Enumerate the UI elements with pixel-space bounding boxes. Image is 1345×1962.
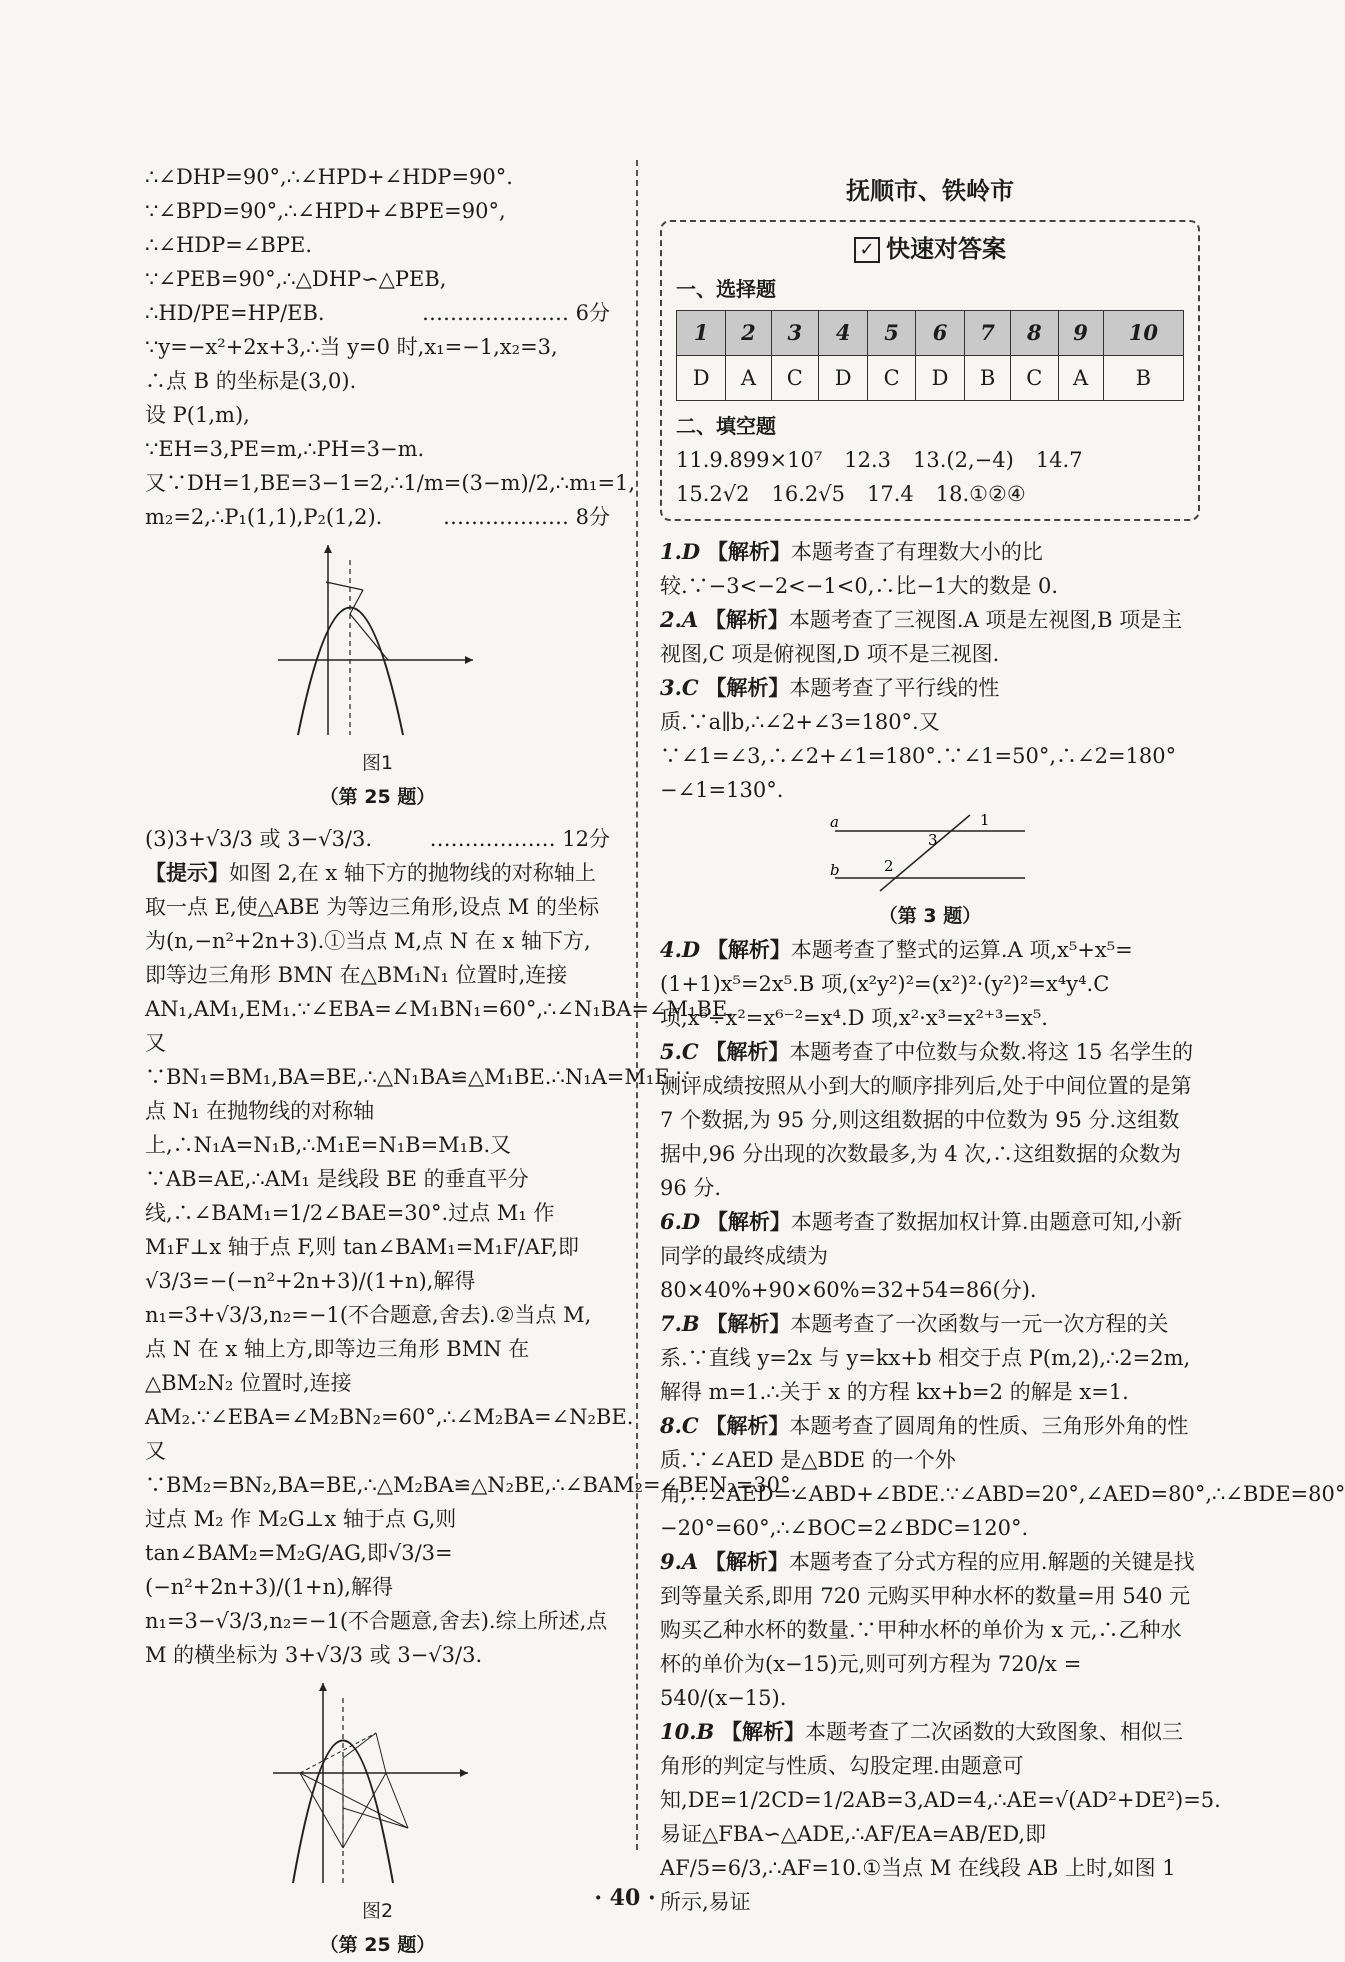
table-cell: 6 xyxy=(915,311,964,356)
table-cell: 4 xyxy=(819,311,868,356)
svg-text:2: 2 xyxy=(884,857,894,875)
hint-paragraph xyxy=(145,856,798,1672)
table-cell: 7 xyxy=(965,311,1011,356)
svg-text:b: b xyxy=(830,861,840,879)
table-cell: B xyxy=(965,356,1011,401)
figure-3-caption: （第 3 题） xyxy=(878,905,982,927)
points-result: m₂=2,∴P₁(1,1),P₂(1,2). xyxy=(145,505,383,529)
table-cell: 8 xyxy=(1011,311,1058,356)
figure-1-parabola xyxy=(268,540,488,740)
text-line: ∴点 B 的坐标是(3,0). xyxy=(145,369,357,393)
page-number: · 40 · xyxy=(594,1885,656,1911)
right-column xyxy=(660,160,1345,1919)
figure-1-caption: （第 25 题） xyxy=(319,786,436,808)
table-cell: 5 xyxy=(868,311,915,356)
text-line: ∵∠PEB=90°,∴△DHP∽△PEB, xyxy=(145,267,447,291)
text-line xyxy=(145,500,610,534)
table-cell: D xyxy=(677,356,726,401)
answer-box-title: ✓ 快速对答案 xyxy=(676,232,1184,266)
table-row xyxy=(677,356,1184,401)
fill-answers-row-2: 15.2√2 16.2√5 17.4 18.①②④ xyxy=(676,482,1026,506)
part-3-answer: (3)3+√3/3 或 3−√3/3. ……………… 12分 xyxy=(145,822,610,856)
text-line: 又∵DH=1,BE=3−1=2,∴1/m=(3−m)/2,∴m₁=1, xyxy=(145,471,636,495)
score-6: ………………… 6分 xyxy=(421,301,610,325)
section-choice-heading: 一、选择题 xyxy=(676,277,776,301)
solution-1: 1.D 【解析】本题考查了有理数大小的比较.∵−3<−2<−1<0,∴比−1大的数是 0. xyxy=(660,539,1059,598)
text-line xyxy=(145,296,610,330)
choice-answer-table xyxy=(676,310,1184,401)
solution-5: 5.C 【解析】本题考查了中位数与众数.将这 15 名学生的测评成绩按照从小到大的顺序排列后,处于中间位置的是第 7 个数据,为 95 分,则这组数据的中位数为 95 分.这组数据中,96 分出现的次数最多,为 4 次,∴这组数据的众数为 96 分. xyxy=(660,1039,1194,1200)
solution-7: 7.B 【解析】本题考查了一次函数与一元一次方程的关系.∵直线 y=2x 与 y=kx+b 相交于点 P(m,2),∴2=2m,解得 m=1.∴关于 x 的方程 kx+b=2 的解是 x=1. xyxy=(660,1311,1191,1404)
solution-6: 6.D 【解析】本题考查了数据加权计算.由题意可知,小新同学的最终成绩为 80×40%+90×60%=32+54=86(分). xyxy=(660,1209,1183,1302)
table-cell: A xyxy=(1058,356,1103,401)
table-cell: 9 xyxy=(1058,311,1103,356)
quick-answer-box xyxy=(660,220,1200,521)
text-line: ∴∠DHP=90°,∴∠HPD+∠HDP=90°. xyxy=(145,165,513,189)
figure-2-label: 图2 xyxy=(361,1900,394,1922)
table-cell: C xyxy=(1011,356,1058,401)
figure-1-label: 图1 xyxy=(361,752,394,774)
score-12: ……………… 12分 xyxy=(429,827,610,851)
table-cell: C xyxy=(868,356,915,401)
checkmark-icon: ✓ xyxy=(854,237,880,263)
solution-8: 8.C 【解析】本题考查了圆周角的性质、三角形外角的性质.∵∠AED 是△BDE 的一个外角,∴∠AED=∠ABD+∠BDE.∵∠ABD=20°,∠AED=80°,∴∠BDE=80°−20°=60°,∴∠BOC=2∠BDC=120°. xyxy=(660,1413,1345,1540)
hint-tag: 【提示】 xyxy=(145,860,229,885)
solution-9: 9.A 【解析】本题考查了分式方程的应用.解题的关键是找到等量关系,即用 720 元购买甲种水杯的数量=用 540 元购买乙种水杯的数量.∵甲种水杯的单价为 x 元,∴乙种水杯的单价为(x−15)元,则可列方程为 720/x = 540/(x−15). xyxy=(660,1549,1195,1710)
svg-text:a: a xyxy=(830,813,839,831)
figure-3-parallel-lines xyxy=(830,813,1030,893)
table-cell: 2 xyxy=(726,311,771,356)
table-cell: 1 xyxy=(677,311,726,356)
text-line: 设 P(1,m), xyxy=(145,403,250,427)
text-line: ∵∠BPD=90°,∴∠HPD+∠BPE=90°, xyxy=(145,199,506,223)
table-cell: C xyxy=(771,356,818,401)
text-line: ∵EH=3,PE=m,∴PH=3−m. xyxy=(145,437,425,461)
city-heading: 抚顺市、铁岭市 xyxy=(846,177,1014,205)
score-8: ……………… 8分 xyxy=(442,505,610,529)
table-cell: A xyxy=(726,356,771,401)
section-fill-heading: 二、填空题 xyxy=(676,414,776,438)
table-cell: B xyxy=(1103,356,1183,401)
text-line: ∴∠HDP=∠BPE. xyxy=(145,233,312,257)
svg-text:3: 3 xyxy=(928,831,938,849)
table-cell: 10 xyxy=(1103,311,1183,356)
figure-2-caption: （第 25 题） xyxy=(319,1934,436,1956)
table-row xyxy=(677,311,1184,356)
figure-2-parabola xyxy=(268,1678,488,1888)
table-cell: 3 xyxy=(771,311,818,356)
solution-4: 4.D 【解析】本题考查了整式的运算.A 项,x⁵+x⁵=(1+1)x⁵=2x⁵.B 项,(x²y²)²=(x²)²·(y²)²=x⁴y⁴.C 项,x⁶÷x²=x⁶⁻²=x⁴.D 项,x²·x³=x²⁺³=x⁵. xyxy=(660,937,1133,1030)
solution-2: 2.A 【解析】本题考查了三视图.A 项是左视图,B 项是主视图,C 项是俯视图,D 项不是三视图. xyxy=(660,607,1183,666)
solution-3: 3.C 【解析】本题考查了平行线的性质.∵a∥b,∴∠2+∠3=180°.又∵∠1=∠3,∴∠2+∠1=180°.∵∠1=50°,∴∠2=180°−∠1=130°. xyxy=(660,675,1177,802)
text-line: ∵y=−x²+2x+3,∴当 y=0 时,x₁=−1,x₂=3, xyxy=(145,335,558,359)
ratio-equation: ∴HD/PE=HP/EB. xyxy=(145,301,325,325)
table-cell: D xyxy=(915,356,964,401)
svg-text:1: 1 xyxy=(980,811,990,829)
fill-answers-row-1: 11.9.899×10⁷ 12.3 13.(2,−4) 14.7 xyxy=(676,448,1083,472)
table-cell: D xyxy=(819,356,868,401)
solution-10: 10.B 【解析】本题考查了二次函数的大致图象、相似三角形的判定与性质、勾股定理.由题意可知,DE=1/2CD=1/2AB=3,AD=4,∴AE=√(AD²+DE²)=5.易证△FBA∽△ADE,∴AF/EA=AB/ED,即 AF/5=6/3,∴AF=10.①当点 M 在线段 AB 上时,如图 1 所示,易证 xyxy=(660,1719,1221,1914)
hint-text: 如图 2,在 x 轴下方的抛物线的对称轴上取一点 E,使△ABE 为等边三角形,设点 M 的坐标为(n,−n²+2n+3).①当点 M,点 N 在 x 轴下方,即等边三角形 BMN 在△BM₁N₁ 位置时,连接 AN₁,AM₁,EM₁.∵∠EBA=∠M₁BN₁=60°,∴∠N₁BA=∠M₁BE.又∵BN₁=BM₁,BA=BE,∴△N₁BA≌△M₁BE.∴N₁A=M₁E.∵点 N₁ 在抛物线的对称轴上,∴N₁A=N₁B,∴M₁E=N₁B=M₁B.又∵AB=AE,∴AM₁ 是线段 BE 的垂直平分线,∴∠BAM₁=1/2∠BAE=30°.过点 M₁ 作 M₁F⊥x 轴于点 F,则 tan∠BAM₁=M₁F/AF,即√3/3=−(−n²+2n+3)/(1+n),解得 n₁=3+√3/3,n₂=−1(不合题意,舍去).②当点 M,点 N 在 x 轴上方,即等边三角形 BMN 在△BM₂N₂ 位置时,连接 AM₂.∵∠EBA=∠M₂BN₂=60°,∴∠M₂BA=∠N₂BE.又∵BM₂=BN₂,BA=BE,∴△M₂BA≌△N₂BE,∴∠BAM₂=∠BEN₂=30°.过点 M₂ 作 M₂G⊥x 轴于点 G,则 tan∠BAM₂=M₂G/AG,即√3/3=(−n²+2n+3)/(1+n),解得 n₁=3−√3/3,n₂=−1(不合题意,舍去).综上所述,点 M 的横坐标为 3+√3/3 或 3−√3/3. xyxy=(145,861,798,1667)
